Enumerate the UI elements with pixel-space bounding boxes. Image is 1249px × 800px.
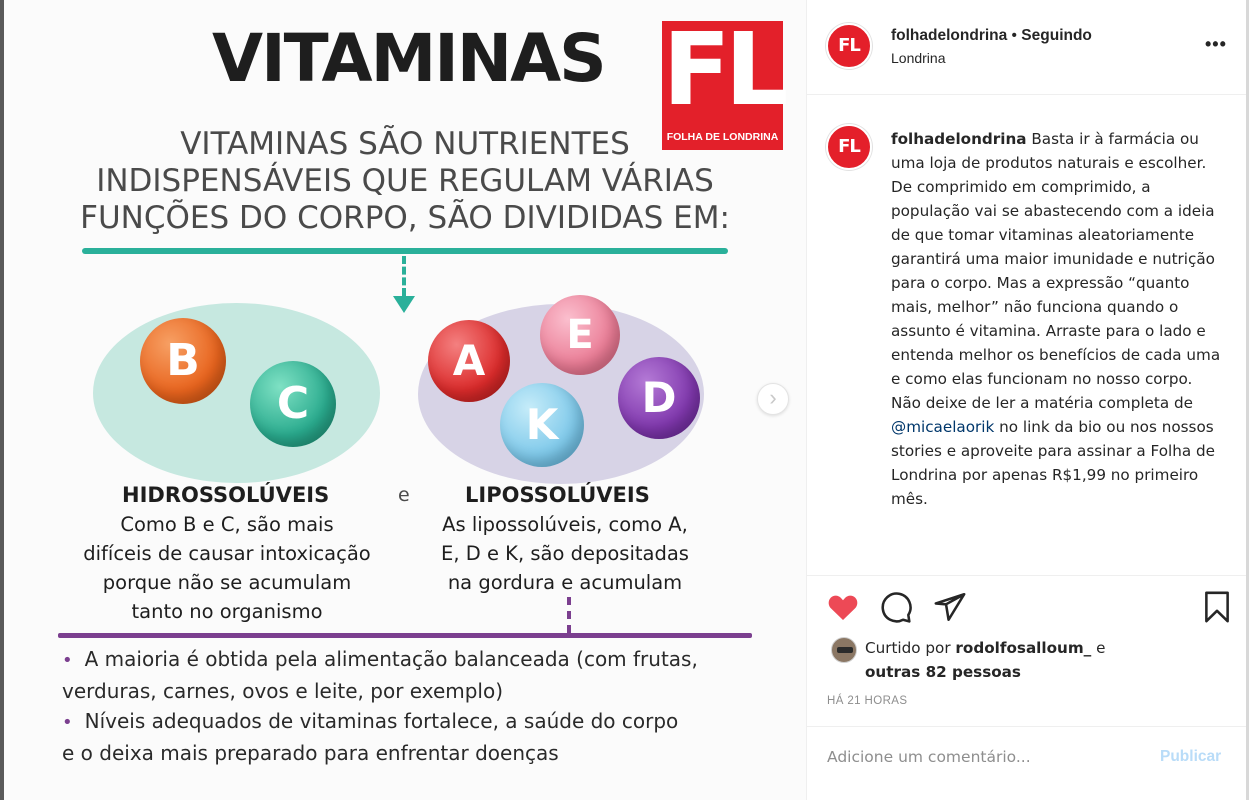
location-link[interactable]: Londrina <box>891 50 946 66</box>
description-line: porque não se acumulam <box>102 571 352 594</box>
bullet-text: e o deixa mais preparado para enfrentar doenças <box>62 741 559 765</box>
bullet-item <box>62 644 762 706</box>
infographic-title: VITAMINAS <box>212 20 605 97</box>
logo-letters: FL <box>662 11 783 128</box>
logo-subtitle: FOLHA DE LONDRINA <box>666 131 779 143</box>
vitamin-k-ball: K <box>500 383 584 467</box>
comment-icon[interactable] <box>879 590 913 624</box>
teal-divider <box>82 248 728 254</box>
likes-summary <box>865 636 1165 684</box>
divider <box>807 94 1249 95</box>
bullet-dot-icon: • <box>62 650 73 671</box>
divider <box>807 575 1249 576</box>
bullet-item <box>62 706 762 768</box>
vitamin-e-ball: E <box>540 295 620 375</box>
fat-soluble-description <box>415 510 715 597</box>
likes-prefix: Curtido por <box>865 639 956 657</box>
bullet-text: A maioria é obtida pela alimentação balanceada (com frutas, <box>84 647 698 671</box>
fat-soluble-title: LIPOSSOLÚVEIS <box>465 483 650 507</box>
vitamin-d-ball: D <box>618 357 700 439</box>
more-options-icon[interactable]: ••• <box>1205 34 1227 54</box>
share-icon[interactable] <box>933 590 967 624</box>
intro-line: VITAMINAS SÃO NUTRIENTES <box>180 126 630 162</box>
vitamin-a-ball: A <box>428 320 510 402</box>
liker-username-link[interactable]: rodolfosalloum_ <box>955 639 1092 657</box>
description-line: As lipossolúveis, como A, <box>442 513 688 536</box>
infographic-intro <box>60 126 750 237</box>
publish-button[interactable]: Publicar <box>1160 748 1222 765</box>
purple-divider <box>58 633 752 638</box>
heart-icon[interactable] <box>826 590 860 624</box>
comment-input[interactable] <box>827 748 1127 766</box>
following-button[interactable]: Seguindo <box>1021 27 1092 44</box>
water-soluble-group-bg <box>93 303 380 483</box>
description-line: Como B e C, são mais <box>120 513 334 536</box>
avatar[interactable]: FL <box>826 124 872 170</box>
liker-avatar[interactable] <box>831 637 857 663</box>
connector-word: e <box>398 484 410 506</box>
caption-text: Basta ir à farmácia ou uma loja de produtos naturais e escolher. De comprimido em comprimido, a população vai se abastecendo com a ideia de que tomar vitaminas aleatoriamente garantirá uma maior imunidade e nutrição para o corpo. Mas a expressão “quanto mais, melhor” não funciona quando o assunto é vitamina. Arraste para o lado e entenda melhor os benefícios de cada uma e como elas funcionam no nosso corpo. Não deixe de ler a matéria completa de <box>891 130 1221 412</box>
down-arrow-icon <box>393 296 415 313</box>
water-soluble-title: HIDROSSOLÚVEIS <box>122 483 330 507</box>
water-soluble-description <box>62 510 392 626</box>
post-caption <box>891 127 1223 511</box>
username-link[interactable]: folhadelondrina <box>891 27 1008 44</box>
next-slide-button[interactable]: › <box>757 383 789 415</box>
caption-username-link[interactable]: folhadelondrina <box>891 130 1027 148</box>
post-timestamp[interactable]: HÁ 21 HORAS <box>827 695 908 707</box>
vitamin-b-ball: B <box>140 318 226 404</box>
bullet-text: Níveis adequados de vitaminas fortalece, a saúde do corpo <box>84 709 679 733</box>
other-likers-link[interactable]: outras 82 pessoas <box>865 663 1021 681</box>
description-line: tanto no organismo <box>131 600 323 623</box>
description-line: difíceis de causar intoxicação <box>83 542 371 565</box>
description-line: na gordura e acumulam <box>447 571 683 594</box>
mention-link[interactable]: @micaelaorik <box>891 418 995 436</box>
header-separator: • <box>1007 27 1022 44</box>
post-side-panel <box>806 0 1249 800</box>
teal-dashed-connector <box>402 256 406 296</box>
bullet-text: verduras, carnes, ovos e leite, por exemplo) <box>62 679 504 703</box>
intro-line: INDISPENSÁVEIS QUE REGULAM VÁRIAS <box>96 163 714 199</box>
purple-dashed-connector <box>567 597 571 633</box>
avatar[interactable]: FL <box>826 23 872 69</box>
bookmark-icon[interactable] <box>1200 590 1234 624</box>
likes-connector: e <box>1091 639 1106 657</box>
bullet-dot-icon: • <box>62 712 73 733</box>
divider <box>807 726 1249 727</box>
intro-line: FUNÇÕES DO CORPO, SÃO DIVIDIDAS EM: <box>80 200 730 236</box>
post-header-user <box>891 27 1092 45</box>
description-line: E, D e K, são depositadas <box>441 542 689 565</box>
window-edge <box>0 0 4 800</box>
vitamin-c-ball: C <box>250 361 336 447</box>
caption-text: no link da bio ou nos nossos stories e aproveite para assinar a Folha de Londrina por apenas R$1,99 no primeiro mês. <box>891 418 1215 508</box>
